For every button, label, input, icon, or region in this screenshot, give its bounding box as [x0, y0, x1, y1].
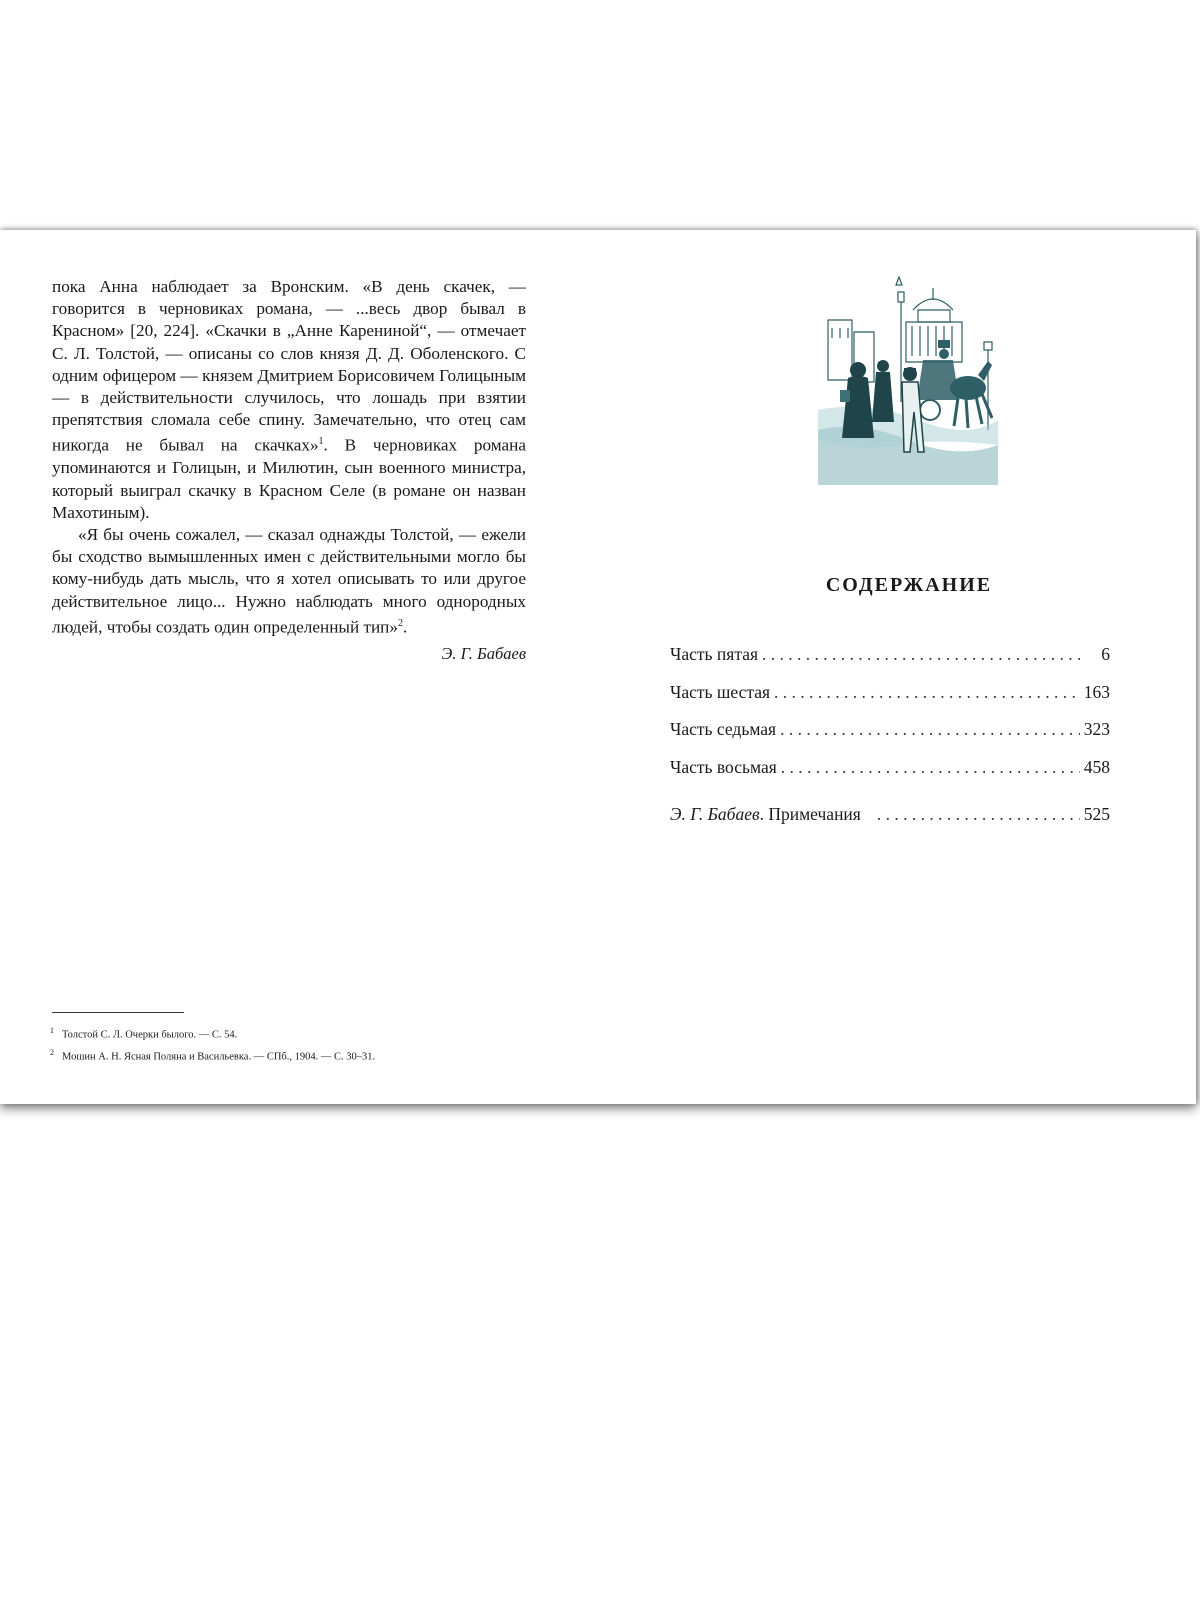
toc-entry-page: 525	[1083, 804, 1110, 824]
footnote-ref-1[interactable]: 1	[318, 436, 324, 448]
toc-entry[interactable]	[670, 719, 1110, 757]
toc-entry[interactable]	[670, 757, 1110, 795]
toc-entry-label: Часть седьмая	[670, 719, 777, 739]
toc-entry-label: Часть восьмая	[670, 756, 777, 777]
table-of-contents	[670, 644, 1110, 842]
footnote-text: Мошин А. Н. Ясная Поляна и Васильевка. — СПб., 1904. — С. 30–31.	[62, 1051, 376, 1062]
toc-entry[interactable]	[670, 644, 1110, 682]
footnote-number: 1	[50, 1026, 54, 1035]
paragraph-2	[52, 524, 526, 639]
toc-entry-label: Часть пятая	[670, 644, 759, 664]
toc-leader-dots	[877, 804, 1080, 825]
footnote-text: Толстой С. Л. Очерки былого. — С. 54.	[62, 1029, 238, 1041]
footnotes	[50, 1022, 530, 1065]
contents-title: СОДЕРЖАНИЕ	[825, 574, 993, 596]
toc-leader-dots	[781, 757, 1080, 778]
paragraph-2-text: «Я бы очень сожалел, — сказал однажды Толстой, — ежели бы сходство вымышленных имен с действительными могло бы кому-нибудь дать мысль, что я хотел описывать то или другое действительное лицо... Нужно наблюдать много однородных людей, чтобы создать один определенный тип»	[52, 524, 526, 637]
toc-entry-label: Часть шестая	[670, 681, 771, 702]
toc-leader-dots	[762, 644, 1080, 665]
toc-notes-author: Э. Г. Бабаев	[670, 804, 760, 824]
toc-entry-page: 458	[1083, 756, 1110, 777]
footnote-2	[50, 1044, 530, 1066]
footnote-number: 2	[50, 1047, 54, 1057]
toc-entry[interactable]	[670, 682, 1110, 720]
footnote-ref-2[interactable]: 2	[397, 617, 403, 629]
book-spread	[0, 230, 1196, 1104]
street-scene-illustration	[818, 270, 998, 485]
toc-entry-page: 163	[1083, 681, 1110, 702]
footnote-divider	[52, 1012, 184, 1013]
toc-entry-label	[670, 804, 861, 825]
toc-entry-page: 323	[1083, 719, 1110, 739]
paragraph-1-tail: . В черновиках романа упоминаются и Голицын, и Милютин, сын военного министра, который выиграл скачку в Красном Селе (в романе он назван Махотиным).	[52, 436, 526, 522]
author-signature: Э. Г. Бабаев	[441, 643, 526, 663]
paragraph-2-tail: .	[402, 617, 408, 637]
paragraph-1-text: пока Анна наблюдает за Вронским. «В день скачек, — говорится в черновиках романа, — ...весь двор бывал в Красном» [20, 224]. «Скачки в „Анне Карениной“, — отмечает С. Л. Толстой, — описаны со слов князя Д. Д. Оболенского. С одним офицером — князем Дмитрием Борисовичем Голицыным — в действительности случилось, что лошадь при взятии препятствия сломала себе спину. Замечательно, что отец сам никогда не бывал на скачках»	[52, 277, 526, 456]
toc-entry-page: 6	[1101, 644, 1110, 664]
toc-leader-dots	[780, 719, 1080, 740]
left-page-text	[52, 276, 526, 665]
toc-entry-notes[interactable]	[670, 804, 1110, 842]
footnote-1	[50, 1022, 530, 1044]
toc-notes-label: . Примечания	[759, 804, 861, 824]
paragraph-1	[52, 276, 526, 524]
toc-leader-dots	[774, 682, 1080, 703]
